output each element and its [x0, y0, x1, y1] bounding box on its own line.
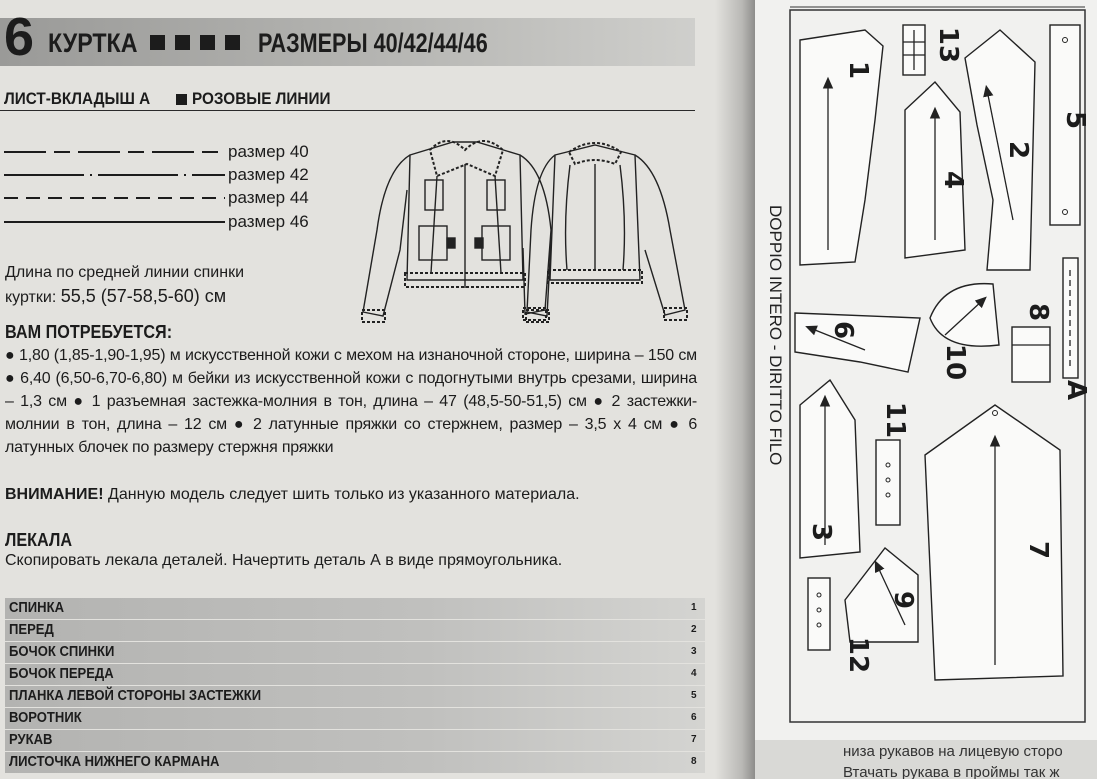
piece-label: 10 — [940, 343, 970, 381]
warning-text: Данную модель следует шить только из указанного материала. — [108, 486, 580, 503]
piece-label: 3 — [806, 522, 836, 542]
part-number: 6 — [691, 712, 697, 723]
piece-12 — [808, 578, 830, 650]
piece-label: 9 — [888, 590, 918, 610]
line-color-label: РОЗОВЫЕ ЛИНИИ — [192, 89, 331, 108]
warning-note — [5, 487, 580, 503]
patterns-text: Скопировать лекала деталей. Начертить деталь А в виде прямоугольника. — [5, 552, 563, 569]
needs-item: ● 6 латунных блочек по размеру стержня пряжки — [5, 416, 697, 456]
header-square-icon — [175, 35, 190, 50]
part-name: СПИНКА — [9, 600, 64, 616]
piece-label: 2 — [1003, 140, 1033, 160]
legend-label-46: размер 46 — [228, 212, 309, 231]
piece-label: 12 — [843, 636, 873, 674]
part-number: 4 — [691, 668, 697, 679]
needs-item: ● 2 латунные пряжки со стержнем, размер – 3,5 х 4 см — [234, 416, 662, 433]
parts-table — [5, 598, 705, 774]
length-line-2 — [5, 287, 226, 306]
next-page-text-line: низа рукавов на лицевую сторо — [843, 744, 1063, 760]
separator-square-icon — [176, 94, 187, 105]
table-row — [5, 752, 705, 773]
part-number: 8 — [691, 756, 697, 767]
table-row — [5, 730, 705, 751]
part-number: 1 — [691, 602, 697, 613]
length-value: 55,5 (57-58,5-60) см — [60, 286, 227, 306]
legend-label-42: размер 42 — [228, 165, 309, 184]
piece-label: 4 — [938, 170, 968, 190]
piece-8-pocket-welt — [1012, 327, 1050, 382]
warning-label: ВНИМАНИЕ! — [5, 486, 104, 503]
part-name: БОЧОК СПИНКИ — [9, 644, 115, 660]
header-square-icon — [200, 35, 215, 50]
piece-10 — [930, 284, 999, 347]
header-square-icon — [150, 35, 165, 50]
needs-item: ● 1,80 (1,85-1,90-1,95) м искусственной кожи с мехом на изнаночной стороне, ширина – 150 см — [5, 347, 697, 364]
table-row — [5, 642, 705, 663]
next-page-text-line: Втачать рукава в проймы так ж — [843, 765, 1060, 779]
legend-label-40: размер 40 — [228, 142, 309, 161]
part-name: БОЧОК ПЕРЕДА — [9, 666, 114, 682]
piece-label: 11 — [880, 401, 910, 439]
needs-item: ● 1 разъемная застежка-молния в тон, длина – 47 (48,5-50-51,5) см — [73, 393, 586, 410]
piece-label: 5 — [1060, 110, 1090, 130]
part-number: 3 — [691, 646, 697, 657]
needs-item: ● 6,40 (6,50-6,70-6,80) м бейки из искусственной кожи с подогнутыми внутрь срезами, ширина – 1,3 см — [5, 370, 697, 410]
jacket-front-drawing — [362, 141, 551, 322]
size-legend-lines — [0, 140, 228, 235]
table-row — [5, 686, 705, 707]
piece-label: 8 — [1023, 302, 1053, 322]
part-number: 5 — [691, 690, 697, 701]
model-title: КУРТКА — [48, 28, 138, 58]
patterns-heading: ЛЕКАЛА — [5, 530, 73, 550]
legend-label-44: размер 44 — [228, 188, 309, 207]
needs-list — [5, 344, 697, 459]
needs-item: ● 2 застежки-молнии в тон, длина – 12 см — [5, 393, 697, 433]
header-rule — [0, 110, 695, 111]
piece-label: 13 — [933, 26, 963, 64]
model-number: 6 — [4, 7, 33, 67]
part-name: ВОРОТНИК — [9, 710, 82, 726]
table-row — [5, 598, 705, 619]
part-number: 7 — [691, 734, 697, 745]
table-row — [5, 708, 705, 729]
sheet-label: ЛИСТ-ВКЛАДЫШ А — [4, 89, 151, 108]
piece-label: A — [1061, 379, 1091, 401]
cutting-layout-diagram — [755, 0, 1097, 740]
part-name: РУКАВ — [9, 732, 53, 748]
grain-note: DOPPIO INTERO - DIRITTO FILO — [766, 205, 785, 466]
piece-label: 6 — [828, 320, 858, 340]
header-square-icon — [225, 35, 240, 50]
piece-label: 1 — [843, 60, 873, 80]
part-name: ПЕРЕД — [9, 622, 54, 638]
table-row — [5, 664, 705, 685]
part-number: 2 — [691, 624, 697, 635]
length-label: куртки: — [5, 289, 57, 306]
page-gutter — [715, 0, 760, 779]
length-line-1: Длина по средней линии спинки — [5, 264, 244, 281]
table-row — [5, 620, 705, 641]
part-name: ЛИСТОЧКА НИЖНЕГО КАРМАНА — [9, 754, 220, 770]
part-name: ПЛАНКА ЛЕВОЙ СТОРОНЫ ЗАСТЕЖКИ — [9, 688, 262, 704]
jacket-sketch — [355, 130, 695, 335]
model-sizes: РАЗМЕРЫ 40/42/44/46 — [258, 28, 488, 58]
piece-label: 7 — [1023, 540, 1053, 560]
needs-heading: ВАМ ПОТРЕБУЕТСЯ: — [5, 322, 173, 342]
